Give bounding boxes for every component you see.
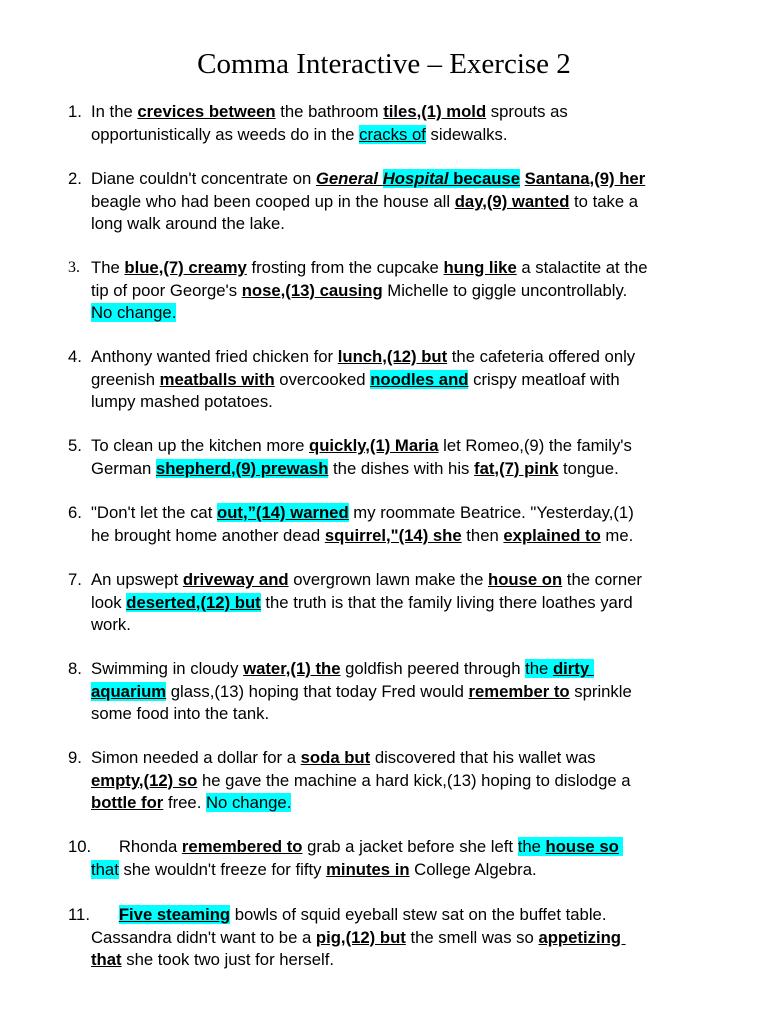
item-line: [91, 213, 285, 236]
text-segment: [91, 905, 119, 924]
underlined-text: remember to: [468, 681, 570, 701]
text-segment: the corner: [562, 570, 642, 589]
text-segment: opportunistically as weeds do in the: [91, 124, 360, 144]
text-segment: Anthony wanted fried chicken for: [91, 347, 338, 366]
item-line: [91, 302, 176, 325]
text-segment: Cassandra didn't want to be a: [91, 927, 316, 947]
underlined-text: appetizing: [538, 927, 626, 947]
item-line: [91, 614, 131, 637]
highlighted-text: because: [448, 169, 520, 188]
item-line: [91, 168, 645, 191]
underlined-text: remembered to: [181, 837, 303, 856]
underlined-text: hung like: [443, 258, 517, 277]
text-segment: sprouts as: [486, 102, 568, 121]
text-segment: sidewalks.: [425, 124, 508, 144]
item-line: [91, 592, 633, 615]
item-line: [91, 904, 606, 927]
highlighted-text: out,”(14) warned: [217, 503, 349, 522]
text-segment: to take a: [569, 191, 639, 211]
text-segment: tip of poor George's: [91, 280, 242, 300]
item-line: [91, 859, 537, 882]
underlined-text: explained to: [503, 525, 601, 545]
underlined-text: bottle for: [91, 793, 164, 813]
item-line: [91, 525, 633, 548]
text-segment: frosting from the cupcake: [246, 258, 444, 277]
underlined-text: fat,(7) pink: [474, 458, 559, 478]
highlighted-text: Five steaming: [118, 905, 231, 924]
item-line: [91, 346, 635, 369]
text-segment: my roommate Beatrice. "Yesterday,(1): [348, 503, 634, 522]
item-number: 6.: [68, 503, 82, 522]
highlighted-text: [619, 837, 624, 856]
item-line: [91, 458, 619, 481]
highlighted-text: cracks of: [359, 124, 426, 144]
text-segment: he brought home another dead: [91, 525, 325, 545]
underlined-text: soda but: [300, 748, 371, 767]
text-segment: greenish: [91, 369, 160, 389]
underlined-text: pig,(12) but: [315, 927, 406, 947]
highlighted-text: shepherd,(9) prewash: [155, 458, 329, 478]
text-segment: he gave the machine a hard kick,(13) hoping to dislodge a: [197, 770, 631, 790]
highlighted-text: No change.: [205, 793, 292, 813]
underlined-text: house on: [488, 570, 563, 589]
item-number: 8.: [68, 659, 82, 678]
underlined-text: lunch,(12) but: [337, 347, 448, 366]
item-line: [91, 124, 508, 147]
text-segment: the truth is that the family living there loathes yard: [260, 592, 633, 612]
text-segment: long walk around the lake.: [91, 214, 285, 234]
item-number: 2.: [68, 169, 82, 188]
text-segment: work.: [91, 615, 131, 635]
text-segment: discovered that his wallet was: [370, 748, 596, 767]
highlighted-text: house so: [545, 837, 619, 856]
text-segment: Rhonda: [91, 837, 182, 856]
item-line: [91, 770, 631, 793]
text-segment: Diane couldn't concentrate on: [91, 169, 316, 188]
text-segment: bowls of squid eyeball stew sat on the buffet table.: [230, 905, 607, 924]
underlined-text: water,(1) the: [243, 659, 341, 678]
item-line: [91, 280, 627, 303]
text-segment: beagle who had been cooped up in the house all: [91, 191, 455, 211]
item-line: [91, 191, 638, 214]
underlined-text: meatballs with: [159, 369, 275, 389]
text-segment: The: [91, 258, 125, 277]
highlighted-text: aquarium: [91, 681, 167, 701]
text-segment: glass,(13) hoping that today Fred would: [166, 681, 469, 701]
item-number: 7.: [68, 570, 82, 589]
underlined-text: minutes in: [326, 859, 410, 879]
text-segment: goldfish peered through: [340, 659, 526, 678]
item-number: 4.: [68, 347, 82, 366]
item-line: [91, 836, 623, 859]
item-line: [91, 257, 648, 280]
text-segment: tongue.: [558, 458, 619, 478]
underlined-text: tiles,(1) mold: [383, 102, 487, 121]
underlined-text: squirrel,"(14) she: [324, 525, 462, 545]
text-segment: the dishes with his: [328, 458, 475, 478]
highlighted-text: noodles and: [370, 369, 469, 389]
underlined-text: quickly,(1) Maria: [309, 436, 439, 455]
item-number: 3.: [68, 259, 80, 276]
highlighted-text: that: [91, 859, 119, 879]
underlined-text: crevices between: [137, 102, 276, 121]
underlined-text: day,(9) wanted: [454, 191, 570, 211]
item-line: [91, 502, 634, 525]
text-segment: sprinkle: [569, 681, 632, 701]
text-segment: Swimming in cloudy: [91, 659, 244, 678]
text-segment: In the: [91, 102, 138, 121]
item-line: [91, 569, 642, 592]
highlighted-text: dirty: [552, 659, 594, 678]
highlighted-text: the: [525, 659, 553, 678]
text-segment: the cafeteria offered only: [447, 347, 636, 366]
text-segment: the smell was so: [405, 927, 539, 947]
underlined-text: General: [315, 169, 383, 188]
highlighted-text: deserted,(12) but: [126, 592, 261, 612]
text-segment: To clean up the kitchen more: [91, 436, 309, 455]
text-segment: German: [91, 458, 156, 478]
underlined-text: blue,(7) creamy: [124, 258, 247, 277]
text-segment: she wouldn't freeze for fifty: [118, 859, 327, 879]
item-line: [91, 792, 291, 815]
text-segment: Michelle to giggle uncontrollably.: [382, 280, 628, 300]
text-segment: the bathroom: [275, 102, 384, 121]
text-segment: free.: [163, 793, 206, 813]
page-title: Comma Interactive – Exercise 2: [197, 48, 571, 80]
text-segment: let Romeo,(9) the family's: [438, 436, 632, 455]
text-segment: look: [91, 592, 127, 612]
text-segment: then: [461, 525, 504, 545]
text-segment: "Don't let the cat: [91, 503, 217, 522]
item-number: 11.: [68, 905, 90, 924]
item-number: 5.: [68, 436, 82, 455]
item-number: 9.: [68, 748, 82, 767]
underlined-text: empty,(12) so: [91, 770, 198, 790]
text-segment: overcooked: [274, 369, 371, 389]
text-segment: overgrown lawn make the: [288, 570, 488, 589]
text-segment: some food into the tank.: [91, 704, 270, 724]
item-line: [91, 435, 632, 458]
item-line: [91, 747, 596, 770]
highlighted-text: No change.: [91, 303, 177, 323]
item-line: [91, 369, 620, 392]
underlined-text: Santana,(9) her: [524, 169, 646, 188]
item-line: [91, 949, 334, 972]
text-segment: crispy meatloaf with: [468, 369, 620, 389]
text-segment: College Algebra.: [409, 859, 537, 879]
item-number: 1.: [68, 102, 82, 121]
item-line: [91, 658, 594, 681]
highlighted-text: the: [517, 837, 546, 856]
text-segment: grab a jacket before she left: [302, 837, 518, 856]
text-segment: An upswept: [91, 570, 183, 589]
text-segment: a stalactite at the: [516, 258, 648, 277]
underlined-text: driveway and: [182, 570, 289, 589]
text-segment: lumpy mashed potatoes.: [91, 392, 273, 412]
highlighted-text: Hospital: [382, 169, 449, 188]
item-number: 10.: [68, 837, 92, 856]
item-line: [91, 391, 273, 414]
text-segment: she took two just for herself.: [121, 950, 334, 970]
underlined-text: that: [91, 950, 122, 970]
item-line: [91, 703, 269, 726]
text-segment: Simon needed a dollar for a: [91, 748, 301, 767]
item-line: [91, 101, 568, 124]
item-line: [91, 681, 632, 704]
text-segment: me.: [600, 525, 634, 545]
item-line: [91, 927, 626, 950]
underlined-text: nose,(13) causing: [241, 280, 383, 300]
